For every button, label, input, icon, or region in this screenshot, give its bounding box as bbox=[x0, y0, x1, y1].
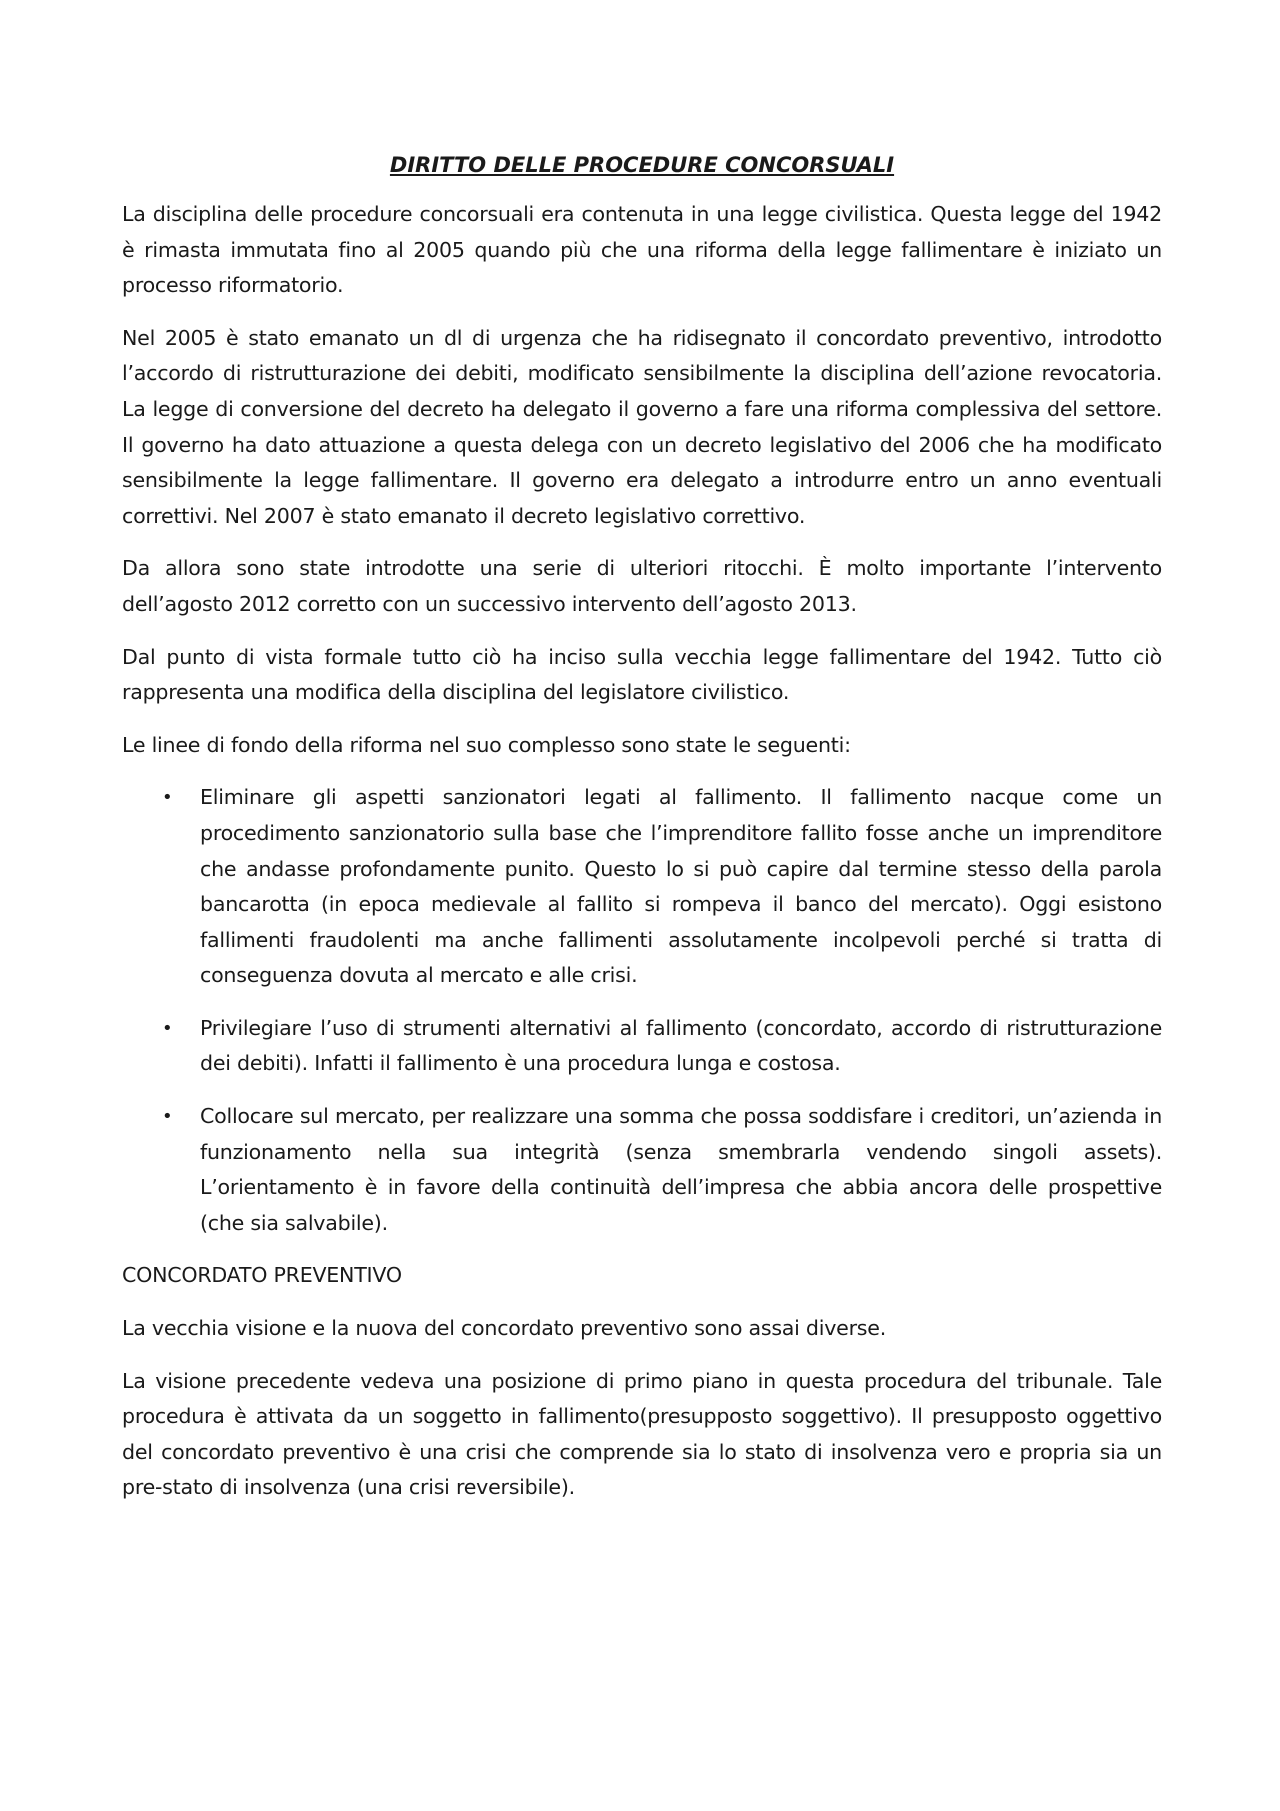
paragraph: Le linee di fondo della riforma nel suo complesso sono state le seguenti: bbox=[122, 732, 851, 757]
paragraph: Dal punto di vista formale tutto ciò ha inciso sulla vecchia legge fallimentare del 1942. Tutto ciò rappresenta una modifica della disciplina del legislatore civilistico. bbox=[122, 644, 1162, 705]
paragraph: La visione precedente vedeva una posizione di primo piano in questa procedura del tribunale. Tale procedura è attivata da un soggetto in fallimento(presupposto soggettivo). Il presupposto oggettivo del concordato preventivo è una crisi che comprende sia lo stato di insolvenza vero e propria sia un pre-stato di insolvenza (una crisi reversibile). bbox=[122, 1368, 1162, 1500]
bullet-text: Privilegiare l’uso di strumenti alternativi al fallimento (concordato, accordo di ristrutturazione dei debiti). Infatti il fallimento è una procedura lunga e costosa. bbox=[200, 1015, 1162, 1076]
paragraph: Nel 2005 è stato emanato un dl di urgenza che ha ridisegnato il concordato preventivo, introdotto l’accordo di ristrutturazione dei debiti, modificato sensibilmente la disciplina dell’azione revocatoria. La legge di conversione del decreto ha delegato il governo a fare una riforma complessiva del settore. Il governo ha dato attuazione a questa delega con un decreto legislativo del 2006 che ha modificato sensibilmente la legge fallimentare. Il governo era delegato a introdurre entro un anno eventuali correttivi. Nel 2007 è stato emanato il decreto legislativo correttivo. bbox=[122, 325, 1162, 528]
section-heading: CONCORDATO PREVENTIVO bbox=[122, 1263, 402, 1288]
document-page bbox=[122, 150, 1162, 1523]
paragraph: La vecchia visione e la nuova del concordato preventivo sono assai diverse. bbox=[122, 1316, 886, 1341]
document-title: DIRITTO DELLE PROCEDURE CONCORSUALI bbox=[389, 153, 895, 177]
bullet-item bbox=[122, 1011, 1162, 1082]
paragraph: La disciplina delle procedure concorsuali era contenuta in una legge civilistica. Questa legge del 1942 è rimasta immutata fino al 2005 quando più che una riforma della legge fallimentare è iniziato un processo riformatorio. bbox=[122, 202, 1162, 298]
paragraph: Da allora sono state introdotte una serie di ulteriori ritocchi. È molto importante l’intervento dell’agosto 2012 corretto con un successivo intervento dell’agosto 2013. bbox=[122, 556, 1162, 616]
bullet-item bbox=[122, 1099, 1162, 1241]
bullet-icon: • bbox=[162, 1106, 173, 1128]
bullet-icon: • bbox=[162, 787, 173, 809]
bullet-item bbox=[122, 780, 1162, 994]
bullet-icon: • bbox=[162, 1017, 173, 1039]
bullet-text: Collocare sul mercato, per realizzare una somma che possa soddisfare i creditori, un’azienda in funzionamento nella sua integrità (senza smembrarla vendendo singoli assets). L’orientamento è in favore della continuità dell’impresa che abbia ancora delle prospettive (che sia salvabile). bbox=[200, 1104, 1162, 1235]
bullet-text: Eliminare gli aspetti sanzionatori legati al fallimento. Il fallimento nacque come un procedimento sanzionatorio sulla base che l’imprenditore fallito fosse anche un imprenditore che andasse profondamente punito. Questo lo si può capire dal termine stesso della parola bancarotta (in epoca medievale al fallito si rompeva il banco del mercato). Oggi esistono fallimenti fraudolenti ma anche fallimenti assolutamente incolpevoli perché si tratta di conseguenza dovuta al mercato e alle crisi. bbox=[200, 785, 1162, 988]
bullet-list bbox=[122, 780, 1162, 1241]
